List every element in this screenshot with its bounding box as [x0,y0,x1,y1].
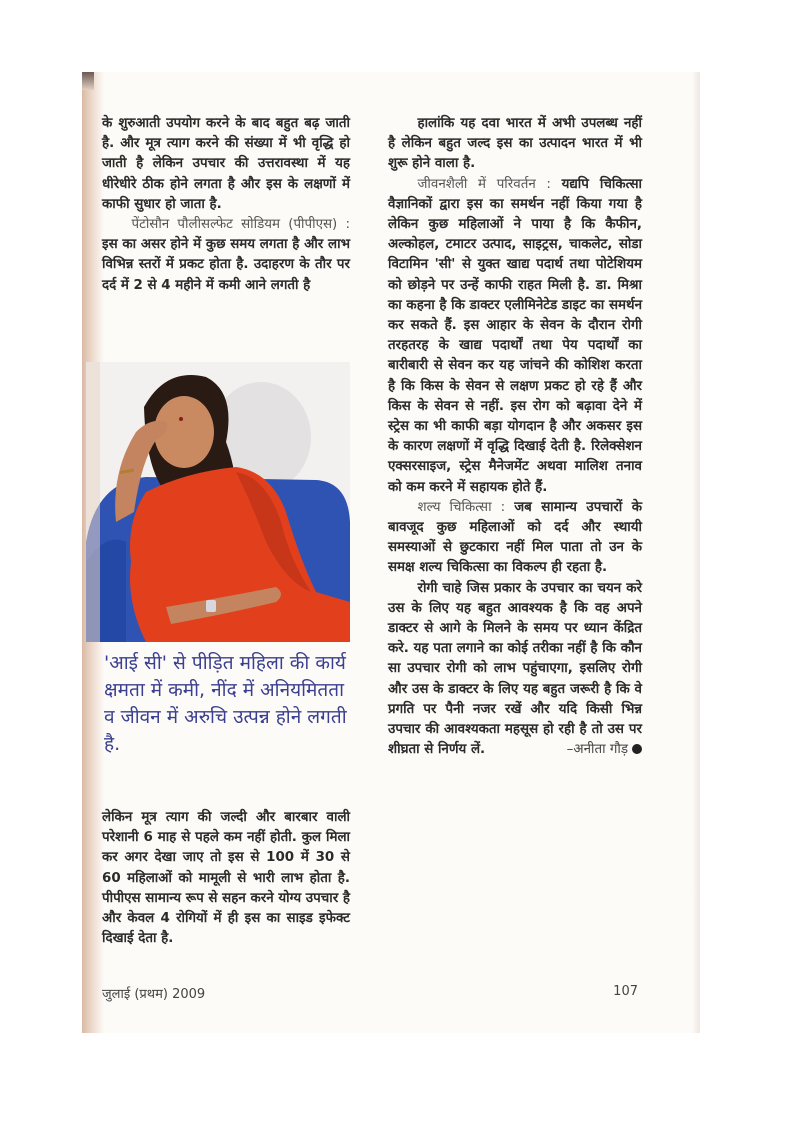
end-mark-icon [632,744,642,754]
left-column-top [102,114,350,296]
paragraph: लेकिन मूत्र त्याग की जल्दी और बारबार वाली परेशानी 6 माह से पहले कम नहीं होती. कुल मिला कर अगर देखा जाए तो इस से 100 में 30 से 60 महिलाओं को मामूली से भारी लाभ होता है. पीपीएस सामान्य रूप से सहन करने योग्य उपचार है और केवल 4 रोगियों में ही इस का साइड इफेक्ट दिखाई देता है. [102,810,350,947]
pull-quote: 'आई सी' से पीड़ित महिला की कार्य क्षमता में कमी, नींद में अनियमितता व जीवन में अरुचि उत्पन्न होने लगती है. [104,652,347,755]
paragraph: के शुरुआती उपयोग करने के बाद बहुत बढ़ जाती है. और मूत्र त्याग करने की संख्या में भी वृद्धि हो जाती है लेकिन उपचार की उत्तरावस्था में यह धीरेधीरे ठीक होने लगता है और इस के लक्षणों में काफी सुधार हो जाता है. [102,116,350,212]
closing-paragraph [388,579,642,761]
pps-body: इस का असर होने में कुछ समय लगता है और लाभ विभिन्न स्तरों में प्रकट होता है. उदाहरण के तौर पर दर्द में 2 से 4 महीने में कमी आने लगती है [102,237,350,293]
left-column-bottom [102,808,350,949]
pps-paragraph [102,215,350,296]
lifestyle-heading: जीवनशैली में परिवर्तन : [417,176,551,192]
pps-heading: पेंटोसौन पौलीसल्फेट सोडियम (पीपीएस) : [131,217,350,233]
closing-body: रोगी चाहे जिस प्रकार के उपचार का चयन करे उस के लिए यह बहुत आवश्यक है कि वह अपने डाक्टर से आगे के मिलने के समय पर ध्यान केंद्रित करे. यह पता लगाने का कोई तरीका नहीं है कि कौन सा उपचार रोगी को लाभ पहुंचाएगा, इसलिए रोगी और उस के डाक्टर के लिए यह बहुत जरूरी है कि वे प्रगति पर पैनी नजर रखें और यदि किसी भिन्न उपचार की आवश्यकता महसूस हो रही है तो उस पर शीघ्रता से निर्णय लें. [388,580,642,758]
byline [537,740,642,760]
woman-photo-illustration [86,362,350,642]
article-photo [86,362,350,642]
surgery-paragraph [388,498,642,579]
surgery-body: जब सामान्य उपचारों के बावजूद कुछ महिलाओं को दर्द और स्थायी समस्याओं से छुटकारा नहीं मिल पाता तो उन के समक्ष शल्य चिकित्सा का विकल्प ही रहता है. [388,499,642,576]
surgery-heading: शल्य चिकित्सा : [417,499,506,515]
issue-date: जुलाई (प्रथम) 2009 [102,987,206,1002]
lifestyle-paragraph [388,175,642,498]
author-name: –अनीता गौड़ [566,742,628,758]
right-column [388,114,642,761]
magazine-page [82,72,700,1033]
page-number: 107 [613,984,638,999]
page-corner-shadow [82,72,94,90]
page-edge [692,72,700,1033]
lifestyle-body: यद्यपि चिकित्सा वैज्ञानिकों द्वारा इस का समर्थन नहीं किया गया है लेकिन कुछ महिलाओं ने पाया है कि कैफीन, अल्कोहल, टमाटर उत्पाद, साइट्रस, चाकलेट, सोडा विटामिन 'सी' से युक्त खाद्य पदार्थ तथा पोटेशियम को छोड़ने पर उन्हें काफी राहत मिली है. डा. मिश्रा का कहना है कि डाक्टर एलीमिनेटेड डाइट का समर्थन कर सकते हैं. इस आहार के सेवन के दौरान रोगी तरहतरह के खाद्य पदार्थों तथा पेय पदार्थों का बारीबारी से सेवन कर यह जांचने की कोशिश करता है कि किस के सेवन से लक्षण प्रकट हो रहे हैं और किस के सेवन से नहीं. इस रोग को बढ़ावा देने में स्ट्रेस का भी काफी बड़ा योगदान है और अकसर इस के कारण लक्षणों में वृद्धि दिखाई देती है. रिलेक्सेशन एक्सरसाइज, स्ट्रेस मैनेजमेंट अथवा मालिश तनाव को कम करने में सहायक होते हैं. [388,176,642,495]
intro-paragraph: हालांकि यह दवा भारत में अभी उपलब्ध नहीं है लेकिन बहुत जल्द इस का उत्पादन भारत में भी शुरू होने वाला है. [388,116,642,172]
